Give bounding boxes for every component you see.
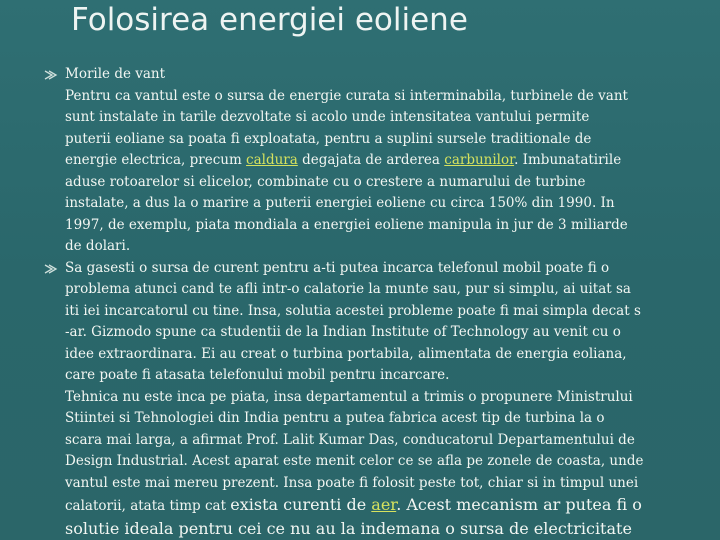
- bullet-icon: [44, 70, 58, 80]
- text-line: vantul este mai mereu prezent. Insa poate fi folosit peste tot, chiar si in timpul unei: [65, 474, 639, 491]
- text-line: Tehnica nu este inca pe piata, insa departamentul a trimis o propunere Ministrului: [65, 388, 633, 405]
- text-line: Sa gasesti o sursa de curent pentru a-ti putea incarca telefonul mobil poate fi o: [65, 259, 610, 276]
- text-line: idee extraordinara. Ei au creat o turbina portabila, alimentata de energia eoliana,: [65, 345, 627, 362]
- text-line: Stiintei si Tehnologiei din India pentru a putea fabrica acest tip de turbina la o: [65, 410, 605, 426]
- text-line: scara mai larga, a afirmat Prof. Lalit Kumar Das, conducatorul Departamentului de: [65, 431, 635, 448]
- bullet-item: [44, 64, 720, 258]
- text-line: puterii eoliane sa poata fi exploatata, pentru a suplini sursele traditionale de: [65, 130, 592, 147]
- text-line: iti iei incarcatorul cu tine. Insa, solutia acestei probleme poate fi mai simpla decat s: [65, 302, 641, 319]
- bullet-item: [44, 258, 720, 540]
- text-line: calatorii, atata timp cat exista curenti de aer. Acest mecanism ar putea fi o: [65, 495, 642, 514]
- bullet-icon: [44, 264, 58, 274]
- text-line: Morile de vant: [65, 66, 166, 82]
- text-line: energie electrica, precum caldura degajata de arderea carbunilor. Imbunatatirile: [65, 152, 622, 168]
- link-caldura[interactable]: caldura: [246, 152, 298, 168]
- text-line: Design Industrial. Acest aparat este menit celor ce se afla pe zonele de coasta, unde: [65, 453, 644, 469]
- text-line: solutie ideala pentru cei ce nu au la indemana o sursa de electricitate: [65, 518, 632, 538]
- slide-title: Folosirea energiei eoliene: [71, 2, 468, 38]
- text-line: problema atunci cand te afli intr-o calatorie la munte sau, pur si simplu, ai uitat sa: [65, 281, 631, 297]
- text-line: de dolari.: [65, 238, 131, 254]
- text-line: aduse rotoarelor si elicelor, combinate cu o crestere a numarului de turbine: [65, 173, 586, 190]
- text-line: care poate fi atasata telefonului mobil pentru incarcare.: [65, 367, 450, 383]
- text-line: sunt instalate in tarile dezvoltate si acolo unde intensitatea vantului permite: [65, 109, 590, 125]
- text-line: instalate, a dus la o marire a puterii energiei eoliene cu circa 150% din 1990. In: [65, 195, 615, 211]
- text-line: Pentru ca vantul este o sursa de energie curata si interminabila, turbinele de vant: [65, 87, 628, 104]
- link-aer[interactable]: aer: [371, 495, 397, 514]
- slide-content: [44, 64, 720, 539]
- text-line: -ar. Gizmodo spune ca studentii de la Indian Institute of Technology au venit cu o: [65, 324, 621, 340]
- link-carbunilor[interactable]: carbunilor: [444, 152, 515, 168]
- text-line: 1997, de exemplu, piata mondiala a energiei eoliene manipula in jur de 3 miliarde: [65, 216, 628, 233]
